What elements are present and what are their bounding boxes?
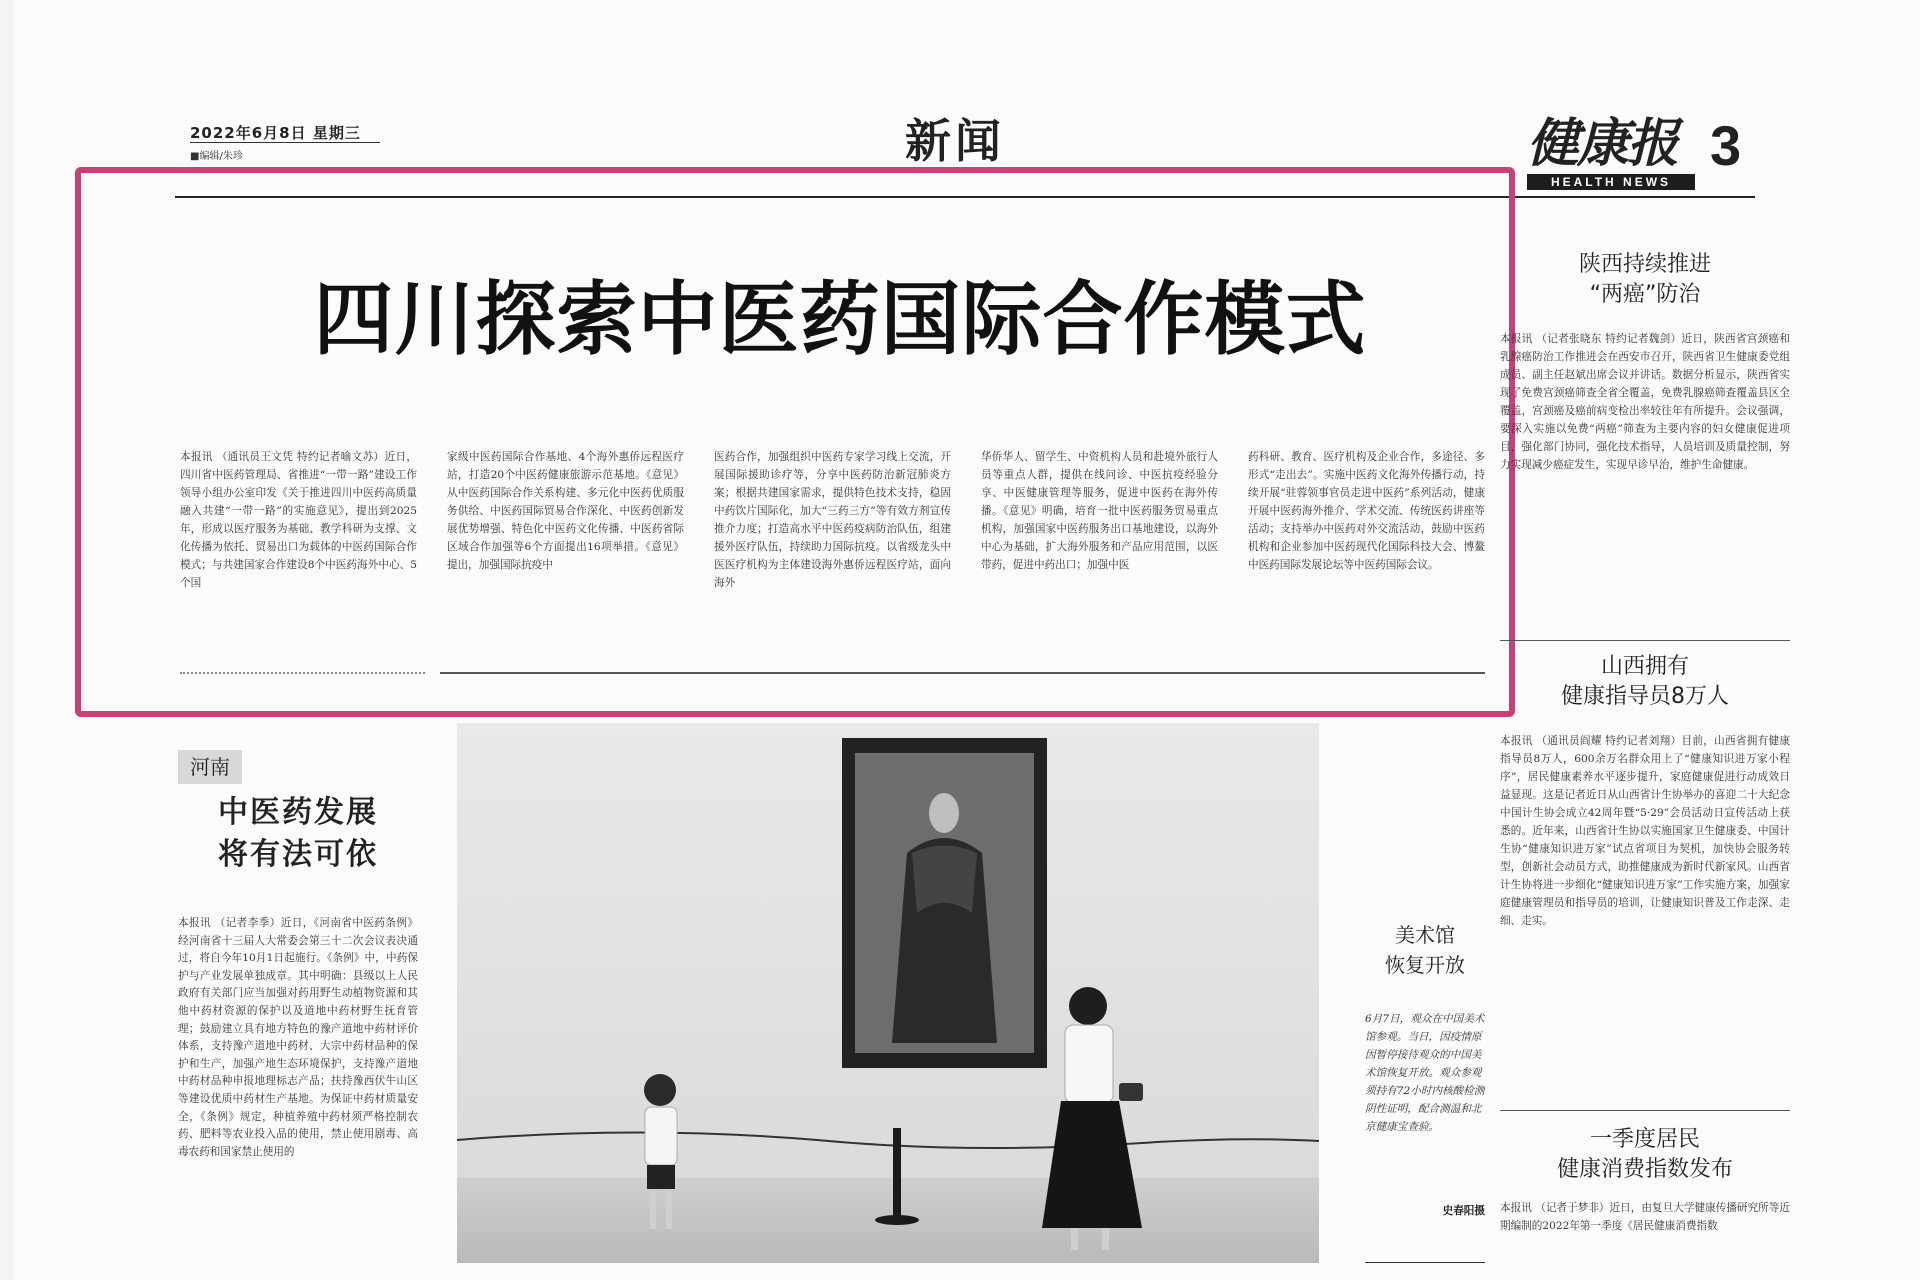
editor-credit: ■编辑/朱珍 <box>190 151 243 162</box>
lead-column-3: 医药合作，加强组织中医药专家学习线上交流，开展国际援助诊疗等，分享中医药防治新冠肺炎方案；根据共建国家需求，提供特色技术支持，稳固中药饮片国际化，加大“三药三方”等有效方剂宣传推介力度；打造高水平中医药疫病防治队伍，组建援外医疗队伍，持续助力国际抗疫。以省级龙头中医医疗机构为主体建设海外惠侨远程医疗站，面向海外 <box>714 451 951 589</box>
child-shirt <box>645 1107 677 1165</box>
masthead-english: HEALTH NEWS <box>1527 174 1695 190</box>
side-article-title: 山西拥有 健康指导员8万人 <box>1561 654 1729 709</box>
side-article-index <box>1500 1125 1790 1254</box>
lead-headline: 四川探索中医药国际合作模式 <box>313 273 1367 366</box>
region-tag: 河南 <box>178 750 242 784</box>
side-article-shaanxi <box>1500 250 1790 630</box>
museum-title: 美术馆 恢复开放 <box>1385 923 1465 977</box>
side-rule <box>1500 640 1790 641</box>
woman-handbag <box>1119 1083 1143 1101</box>
museum-caption: 6月7日，观众在中国美术馆参观。当日，因疫情原因暂停接待观众的中国美术馆恢复开放。观众参观须持有72小时内核酸检测阴性证明，配合测温和北京健康宝查验。 <box>1365 1013 1485 1133</box>
woman-head <box>1069 987 1107 1025</box>
child-head <box>644 1074 676 1106</box>
stanchion-post <box>893 1128 901 1218</box>
highlight-frame <box>75 167 1515 717</box>
side-article-shanxi <box>1500 652 1790 1122</box>
masthead-logo: 健康报 <box>1527 113 1678 174</box>
child-leg <box>650 1189 656 1229</box>
side-article-body: 本报讯 （通讯员阎耀 特约记者刘翔）目前，山西省拥有健康指导员8万人，600余万名群众用上了“健康知识进万家小程序”，居民健康素养水平逐步提升，家庭健康促进行动成效日益显现。这是记者近日从山西省计生协举办的喜迎二十大纪念中国计生协会成立42周年暨“5·29”会员活动日宣传活动上获悉的。近年来，山西省计生协以实施国家卫生健康委、中国计生协“健康知识进万家”试点省项目为契机，加快协会服务转型，创新社会动员方式，助推健康成为新时代新家风。山西省计生协将进一步细化“健康知识进万家”工作实施方案，加强家庭健康管理员和指导员的培训，让健康知识普及工作走深、走细、走实。 <box>1500 735 1790 927</box>
side-article-title: 陕西持续推进 “两癌”防治 <box>1578 252 1711 307</box>
caption-rule <box>1365 1262 1485 1263</box>
page-number: 3 <box>1710 114 1742 177</box>
child-leg <box>666 1189 672 1229</box>
woman-leg <box>1102 1228 1109 1250</box>
issue-date: 2022年6月8日 星期三 <box>190 124 361 142</box>
child-shorts <box>647 1165 675 1189</box>
side-article-body: 本报讯 （记者张晓东 特约记者魏剑）近日，陕西省宫颈癌和乳腺癌防治工作推进会在西安市召开，陕西省卫生健康委党组成员、副主任赵斌出席会议并讲话。数据分析显示，陕西省实现了免费宫颈癌筛查全省全覆盖，免费乳腺癌筛查覆盖县区全覆盖，宫颈癌及癌前病变检出率较往年有所提升。会议强调，要深入实施以免费“两癌”筛查为主要内容的妇女健康促进项目，强化部门协同，强化技术指导，人员培训及质量控制，努力实现减少癌症发生，实现早诊早治，维护生命健康。 <box>1500 333 1790 471</box>
lead-column-1: 本报讯 （通讯员王文凭 特约记者喻文苏）近日，四川省中医药管理局、省推进“一带一路”建设工作领导小组办公室印发《关于推进四川中医药高质量融入共建“一带一路”的实施意见》，提出到2025年，形成以医疗服务为基础、教学科研为支撑、文化传播为依托、贸易出口为载体的中医药国际合作模式；与共建国家合作建设8个中医药海外中心、5个国 <box>180 451 417 589</box>
henan-body: 本报讯 （记者李季）近日，《河南省中医药条例》经河南省十三届人大常委会第三十二次会议表决通过，将自今年10月1日起施行。《条例》中，中药保护与产业发展单独成章。其中明确：县级以上人民政府有关部门应当加强对药用野生动植物资源和其他中药材资源的保护以及道地中药材野生抚育管理；鼓励建立具有地方特色的豫产道地中药材评价体系，支持豫产道地中药材、大宗中药材品种的保护和生产，加强产地生态环境保护，支持豫产道地中药材品种申报地理标志产品；扶持豫西伏牛山区等建设优质中药材生产基地。为保证中药材质量安全，《条例》规定，种植养殖中药材须严格控制农药、肥料等农业投入品的使用，禁止使用剧毒、高毒农药和国家禁止使用的 <box>178 917 418 1158</box>
side-article-title: 一季度居民 健康消费指数发布 <box>1556 1127 1733 1182</box>
lead-column-5: 药科研、教育、医疗机构及企业合作，多途径、多形式“走出去”。实施中医药文化海外传播行动，持续开展“驻蓉领事官员走进中医药”系列活动，健康开展中医药海外推介、学术交流、传统医药讲座等活动；支持举办中医药对外交流活动，鼓励中医药机构和企业参加中医药现代化国际科技大会、博鳌中医药国际发展论坛等中医药国际会议。 <box>1248 451 1485 571</box>
portrait-face <box>929 793 959 833</box>
woman-leg <box>1071 1228 1078 1250</box>
portrait-cape <box>912 846 977 914</box>
lead-column-2: 家级中医药国际合作基地、4个海外惠侨远程医疗站，打造20个中医药健康旅游示范基地。《意见》从中医药国际合作关系构建、多元化中医药优质服务供给、中医药国际贸易合作深化、中医药创新发展优势增强、特色化中医药文化传播、中医药省际区域合作加强等6个方面提出16项举措。《意见》提出，加强国际抗疫中 <box>447 451 684 571</box>
date-divider <box>190 142 380 143</box>
henan-title: 中医药发展 将有法可依 <box>218 795 378 872</box>
museum-photo <box>457 723 1319 1263</box>
side-article-body: 本报讯 （记者于梦非）近日，由复旦大学健康传播研究所等近期编制的2022年第一季度《居民健康消费指数 <box>1500 1202 1790 1232</box>
side-rule <box>1500 1110 1790 1111</box>
section-title: 新闻 <box>905 114 1005 168</box>
lead-column-4: 华侨华人、留学生、中资机构人员和赴境外旅行人员等重点人群，提供在线问诊、中医抗疫经验分享、中医健康管理等服务，促进中医药在海外传播。《意见》明确，培育一批中医药服务贸易重点机构，加强国家中医药服务出口基地建设，以海外中心为基础，扩大海外服务和产品应用范围，以医带药，促进中药出口；加强中医 <box>981 451 1218 571</box>
woman-shirt <box>1065 1025 1113 1103</box>
photo-credit: 史春阳摄 <box>1442 1205 1485 1217</box>
stanchion-base <box>875 1215 919 1225</box>
